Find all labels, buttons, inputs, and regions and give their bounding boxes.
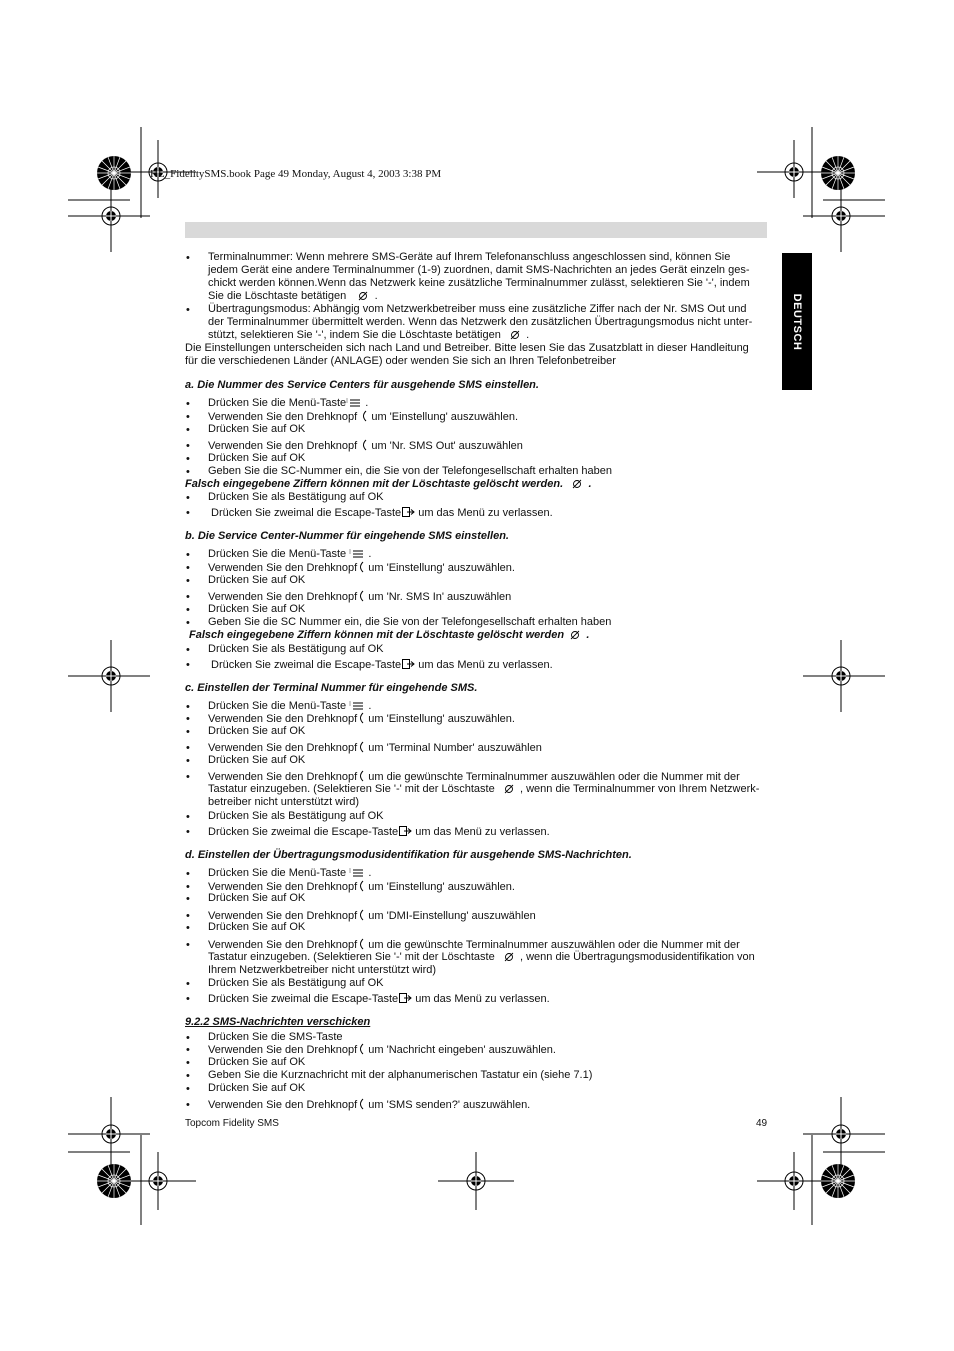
e-step2-tail: um 'Nachricht eingeben' auszuwählen.	[368, 1044, 556, 1056]
rotary-knob-icon	[357, 1043, 365, 1059]
c-step4-text: Verwenden Sie den Drehknopf	[208, 742, 358, 754]
a-step8-tail: um das Menü zu verlassen.	[418, 507, 553, 519]
c-step7: Drücken Sie als Bestätigung auf OK	[208, 810, 384, 822]
b-step2-tail: um 'Einstellung' auszuwählen.	[368, 562, 515, 574]
b-warning-text: Falsch eingegebene Ziffern können mit der Löschtaste gelöscht werden	[189, 629, 565, 641]
delete-key-icon	[570, 630, 580, 643]
b-step1-text: Drücken Sie die Menü-Taste	[208, 548, 347, 560]
period: .	[365, 397, 369, 409]
bullet: •	[186, 978, 190, 990]
d-step3: Drücken Sie auf OK	[208, 892, 306, 904]
c-step2-text: Verwenden Sie den Drehknopf	[208, 713, 358, 725]
b-step4-text: Verwenden Sie den Drehknopf	[208, 591, 358, 603]
a-step2-tail: um 'Einstellung' auszuwählen.	[371, 411, 519, 423]
a-warning-text: Falsch eingegebene Ziffern können mit der Löschtaste gelöscht werden.	[185, 478, 564, 490]
section-b-heading: b. Die Service Center-Nummer für eingehende SMS einstellen.	[185, 530, 509, 542]
language-tab	[782, 253, 812, 390]
bullet: •	[186, 304, 190, 316]
rotary-knob-icon	[357, 712, 365, 728]
escape-key-icon	[398, 825, 412, 841]
bullet: •	[186, 411, 190, 423]
intro-para-line1: Die Einstellungen unterscheiden sich nach Land und Betreiber. Bitte lesen Sie das Zusatzblatt in dieser Handleitung	[185, 342, 749, 354]
d-step8-text: Drücken Sie zweimal die Escape-Taste	[208, 993, 399, 1005]
rotary-knob-icon	[357, 741, 365, 757]
e-step6-tail: um 'SMS senden?' auszuwählen.	[368, 1099, 531, 1111]
intro-item1-line2: jedem Gerät eine andere Terminalnummer (1-9) zuordnen, damit SMS-Nachrichten an jedes Gerät einzeln ges-	[208, 264, 750, 276]
bullet: •	[186, 617, 190, 629]
d-step1-text: Drücken Sie die Menü-Taste	[208, 867, 347, 879]
bullet: •	[186, 939, 190, 951]
bullet: •	[186, 910, 190, 922]
b-step2-text: Verwenden Sie den Drehknopf	[208, 562, 358, 574]
b-step4-tail: um 'Nr. SMS In' auszuwählen	[368, 591, 512, 603]
a-step6: Geben Sie die SC-Nummer ein, die Sie von der Telefongesellschaft erhalten haben	[208, 465, 612, 477]
period: .	[586, 629, 590, 641]
rotary-knob-icon	[357, 909, 365, 925]
e-step6-text: Verwenden Sie den Drehknopf	[208, 1099, 358, 1111]
d-step5: Drücken Sie auf OK	[208, 921, 306, 933]
period: .	[368, 700, 372, 712]
c-step6-text: Verwenden Sie den Drehknopf	[208, 771, 358, 783]
bullet: •	[186, 811, 190, 823]
d-step6-line3: Ihrem Netzwerkbetreiber nicht unterstützt wird)	[208, 964, 437, 976]
e-step6	[208, 1098, 530, 1114]
a-step3: Drücken Sie auf OK	[208, 423, 306, 435]
b-step5: Drücken Sie auf OK	[208, 603, 306, 615]
b-step6: Geben Sie die SC Nummer ein, die Sie von der Telefongesellschaft erhalten haben	[208, 616, 612, 628]
a-step7: Drücken Sie als Bestätigung auf OK	[208, 491, 384, 503]
a-step2-text: Verwenden Sie den Drehknopf	[208, 411, 358, 423]
d-step6-line2-text: Tastatur einzugeben. (Selektieren Sie '-' mit der Löschtaste	[208, 951, 495, 963]
e-step1: Drücken Sie die SMS-Taste	[208, 1031, 343, 1043]
d-step6-tail: um die gewünschte Terminalnummer auszuwählen oder die Nummer mit der	[368, 939, 740, 951]
footer-page-number: 49	[756, 1118, 768, 1129]
d-step8-tail: um das Menü zu verlassen.	[415, 993, 550, 1005]
d-step4-text: Verwenden Sie den Drehknopf	[208, 910, 358, 922]
bullet: •	[186, 1044, 190, 1056]
intro-item1-line1: Terminalnummer: Wenn mehrere SMS-Geräte auf Ihrem Telefonanschluss angeschlossen sind, können Sie	[208, 251, 731, 263]
bullet: •	[186, 659, 190, 671]
bullet: •	[186, 755, 190, 767]
section-sms-send-heading: 9.2.2 SMS-Nachrichten verschicken	[185, 1016, 371, 1028]
bullet: •	[186, 726, 190, 738]
bullet: •	[186, 549, 190, 561]
section-d-heading: d. Einstellen der Übertragungsmodusidentifikation für ausgehende SMS-Nachrichten.	[185, 849, 632, 861]
c-step2-tail: um 'Einstellung' auszuwählen.	[368, 713, 515, 725]
bullet: •	[186, 398, 190, 410]
bullet: •	[186, 453, 190, 465]
bullet: •	[186, 507, 190, 519]
bullet: •	[186, 713, 190, 725]
d-step6-line2-tail: , wenn die Übertragungsmodusidentifikation von	[519, 951, 755, 963]
c-step1-text: Drücken Sie die Menü-Taste	[208, 700, 347, 712]
c-step5: Drücken Sie auf OK	[208, 754, 306, 766]
a-step5: Drücken Sie auf OK	[208, 452, 306, 464]
b-warning	[189, 629, 589, 643]
bullet: •	[186, 701, 190, 713]
bullet: •	[186, 1032, 190, 1044]
bullet: •	[186, 993, 190, 1005]
intro-item1-line4-text: Sie die Löschtaste betätigen	[208, 290, 347, 302]
c-step6-line2-tail: , wenn die Terminalnummer von Ihrem Netzwerk-	[519, 783, 760, 795]
d-step2-tail: um 'Einstellung' auszuwählen.	[368, 881, 515, 893]
e-step5: Drücken Sie auf OK	[208, 1082, 306, 1094]
delete-key-icon	[504, 784, 514, 798]
rotary-knob-icon	[357, 561, 365, 577]
delete-key-icon	[572, 479, 582, 492]
c-step6-tail: um die gewünschte Terminalnummer auszuwählen oder die Nummer mit der	[368, 771, 740, 783]
intro-item2-line3-text: stützt, selektieren Sie '-', indem Sie die Löschtaste betätigen	[208, 329, 501, 341]
rotary-knob-icon	[357, 880, 365, 896]
bullet: •	[186, 575, 190, 587]
b-step8-tail: um das Menü zu verlassen.	[418, 659, 553, 671]
c-step6-line2-text: Tastatur einzugeben. (Selektieren Sie '-' mit der Löschtaste	[208, 783, 495, 795]
bullet: •	[186, 922, 190, 934]
b-step8	[211, 658, 553, 674]
intro-item2-line2: der Terminalnummer übermittelt werden. Wenn das Netzwerk den zusätzlichen Übertragungsmodus nicht unter-	[208, 316, 753, 328]
bullet: •	[186, 440, 190, 452]
c-step8-text: Drücken Sie zweimal die Escape-Taste	[208, 826, 399, 838]
intro-item1-line3: chickt werden können.Wenn das Netzwerk keine zusätzliche Terminalnummer zulässt, selektieren Sie '-', indem	[208, 277, 750, 289]
a-warning	[185, 478, 592, 492]
c-step3: Drücken Sie auf OK	[208, 725, 306, 737]
rotary-knob-icon	[357, 590, 365, 606]
e-step3: Drücken Sie auf OK	[208, 1056, 306, 1068]
book-header: HL_FidelitySMS.book Page 49 Monday, August 4, 2003 3:38 PM	[150, 168, 442, 180]
section-bar	[185, 222, 767, 238]
language-tab-label: DEUTSCH	[791, 293, 803, 350]
b-step7: Drücken Sie als Bestätigung auf OK	[208, 643, 384, 655]
bullet: •	[186, 424, 190, 436]
a-step4-text: Verwenden Sie den Drehknopf	[208, 440, 358, 452]
e-step4: Geben Sie die Kurznachricht mit der alphanumerischen Tastatur ein (siehe 7.1)	[208, 1069, 593, 1081]
bullet: •	[186, 562, 190, 574]
c-step8	[208, 825, 550, 841]
rotary-knob-icon	[360, 410, 368, 426]
d-step6-text: Verwenden Sie den Drehknopf	[208, 939, 358, 951]
intro-para-line2: für die verschiedenen Länder (ANLAGE) oder wenden Sie sich an Ihren Telefonbetreiber	[185, 355, 616, 367]
bullet: •	[186, 826, 190, 838]
rotary-knob-icon	[360, 439, 368, 455]
b-step3: Drücken Sie auf OK	[208, 574, 306, 586]
d-step8	[208, 992, 550, 1008]
period: .	[368, 867, 372, 879]
footer-product: Topcom Fidelity SMS	[185, 1118, 279, 1129]
c-step6-line3: betreiber nicht unterstützt wird)	[208, 796, 360, 808]
rotary-knob-icon	[357, 1098, 365, 1114]
a-step4-tail: um 'Nr. SMS Out' auszuwählen	[371, 440, 523, 452]
bullet: •	[186, 742, 190, 754]
bullet: •	[186, 466, 190, 478]
d-step7: Drücken Sie als Bestätigung auf OK	[208, 977, 384, 989]
e-step2-text: Verwenden Sie den Drehknopf	[208, 1044, 358, 1056]
d-step4-tail: um 'DMI-Einstellung' auszuwählen	[368, 910, 536, 922]
bullet: •	[186, 868, 190, 880]
c-step4-tail: um 'Terminal Number' auszuwählen	[368, 742, 542, 754]
escape-key-icon	[398, 992, 412, 1008]
a-step1-text: Drücken Sie die Menü-Taste	[208, 397, 347, 409]
bullet: •	[186, 492, 190, 504]
a-step8-text: Drücken Sie zweimal die Escape-Taste	[211, 507, 402, 519]
b-step8-text: Drücken Sie zweimal die Escape-Taste	[211, 659, 402, 671]
bullet: •	[186, 591, 190, 603]
d-step2-text: Verwenden Sie den Drehknopf	[208, 881, 358, 893]
bullet: •	[186, 1083, 190, 1095]
section-a-heading: a. Die Nummer des Service Centers für ausgehende SMS einstellen.	[185, 379, 539, 391]
bullet: •	[186, 1057, 190, 1069]
bullet: •	[186, 893, 190, 905]
escape-key-icon	[401, 658, 415, 674]
bullet: •	[186, 644, 190, 656]
intro-item2-line1: Übertragungsmodus: Abhängig vom Netzwerkbetreiber muss eine zusätzliche Ziffer nach der Nr. SMS Out und	[208, 303, 747, 315]
delete-key-icon	[504, 952, 514, 966]
period: .	[526, 329, 530, 341]
period: .	[374, 290, 378, 302]
c-step8-tail: um das Menü zu verlassen.	[415, 826, 550, 838]
period: .	[368, 548, 372, 560]
a-step8	[211, 506, 553, 522]
bullet: •	[186, 252, 190, 264]
bullet: •	[186, 881, 190, 893]
period: .	[588, 478, 592, 490]
bullet: •	[186, 771, 190, 783]
bullet: •	[186, 1099, 190, 1111]
escape-key-icon	[401, 506, 415, 522]
section-c-heading: c. Einstellen der Terminal Nummer für eingehende SMS.	[185, 682, 478, 694]
bullet: •	[186, 1070, 190, 1082]
bullet: •	[186, 604, 190, 616]
